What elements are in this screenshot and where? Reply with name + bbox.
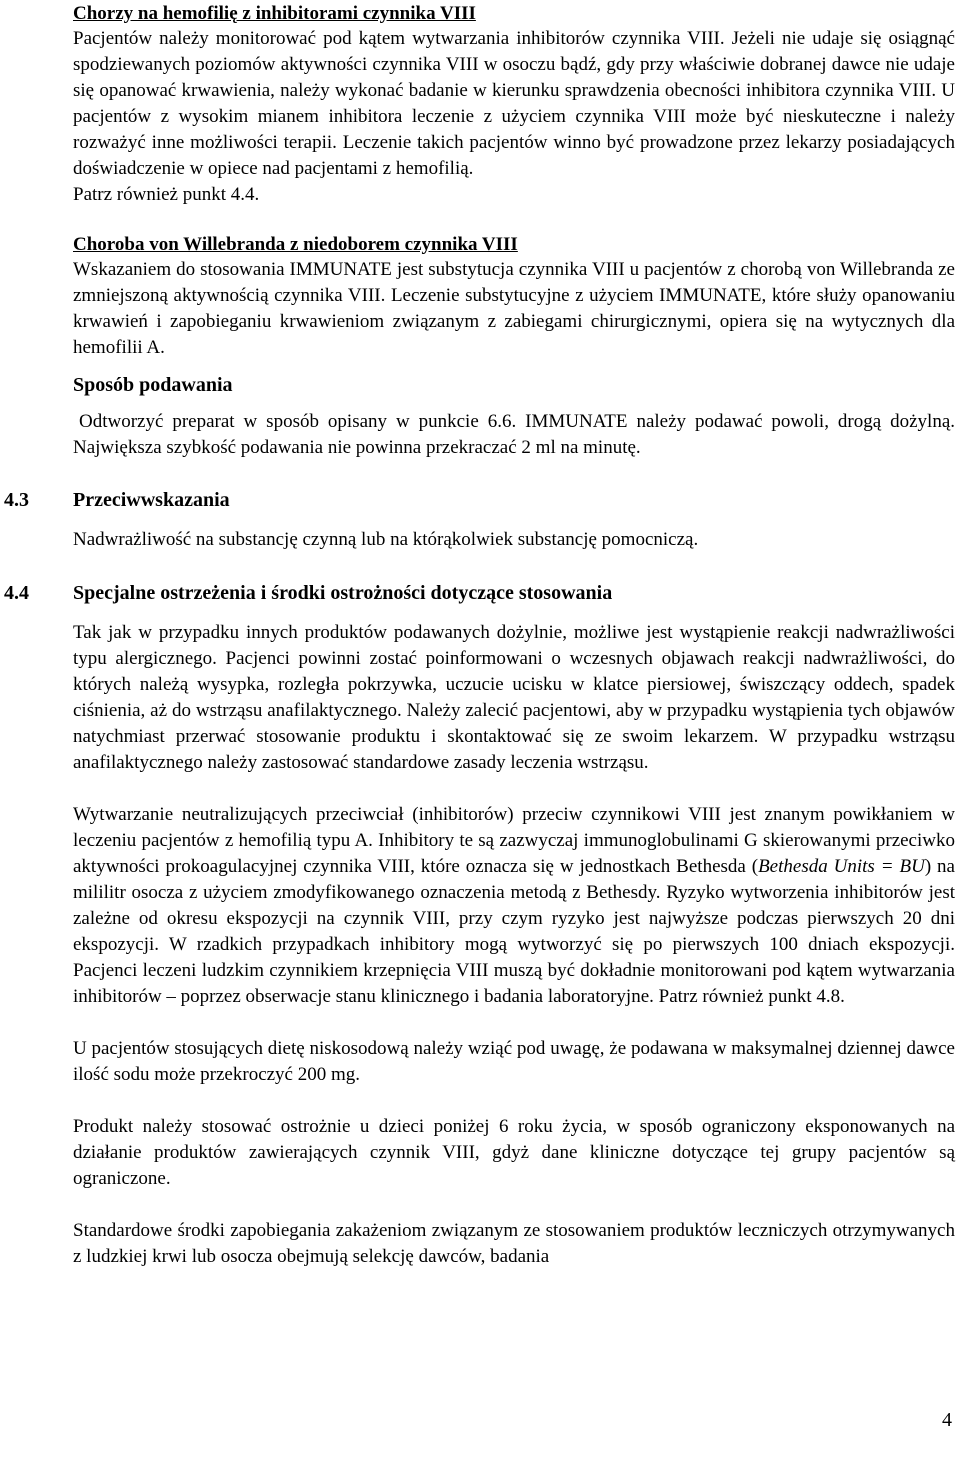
section-heading-administration: Sposób podawania bbox=[73, 374, 233, 396]
page-number: 4 bbox=[942, 1409, 952, 1431]
inhibitors-paragraph bbox=[73, 802, 955, 1010]
administration-paragraph: Odtworzyć preparat w sposób opisany w punkcie 6.6. IMMUNATE należy podawać powoli, drogą dożylną. Największa szybkość podawania nie powinna przekraczać 2 ml na minutę. bbox=[73, 411, 955, 458]
section-number: 4.3 bbox=[4, 489, 29, 511]
contraindications-paragraph: Nadwrażliwość na substancję czynną lub na którąkolwiek substancję pomocniczą. bbox=[73, 529, 699, 550]
section-number: 4.4 bbox=[4, 582, 29, 604]
sodium-diet-paragraph: U pacjentów stosujących dietę niskosodową należy wziąć pod uwagę, że podawana w maksymalnej dziennej dawce ilość sodu może przekroczyć 200 mg. bbox=[73, 1038, 955, 1085]
section-heading-von-willebrand: Choroba von Willebranda z niedoborem czynnika VIII bbox=[73, 234, 518, 255]
bethesda-units-term: Bethesda Units = BU bbox=[758, 856, 925, 877]
hemophilia-inhibitors-paragraph: Pacjentów należy monitorować pod kątem wytwarzania inhibitorów czynnika VIII. Jeżeli nie udaje się osiągnąć spodziewanych poziomów aktywności czynnika VIII w osoczu bądź, gdy przy właściwie dobranej dawce nie udaje się opanować krwawienia, należy wykonać badanie w kierunku sprawdzenia obecności inhibitora czynnika VIII. U pacjentów z wysokim mianem inhibitora leczenie z użyciem czynnika VIII może być nieskuteczne i należy rozważyć inne możliwości terapii. Leczenie takich pacjentów winno być prowadzone przez lekarzy posiadających doświadczenie w opiece nad pacjentami z hemofilią. bbox=[73, 28, 955, 179]
hypersensitivity-paragraph: Tak jak w przypadku innych produktów podawanych dożylnie, możliwe jest wystąpienie reakcji nadwrażliwości typu alergicznego. Pacjenci powinni zostać poinformowani o wczesnych objawach reakcji nadwrażliwości, do których należą wysypka, rozległa pokrzywka, uczucie ucisku w klatce piersiowej, świszczący oddech, spadek ciśnienia, aż do wstrząsu anafilaktycznego. Należy zalecić pacjentowi, aby w przypadku wystąpienia tych objawów natychmiast przerwać stosowanie produktu i skontaktować się ze swoim lekarzem. W przypadku wstrząsu anafilaktycznego należy zastosować standardowe zasady leczenia wstrząsu. bbox=[73, 622, 955, 773]
document-content bbox=[4, 2, 955, 1270]
section-4-3-heading bbox=[4, 487, 955, 513]
section-heading-hemophilia-inhibitors: Chorzy na hemofilię z inhibitorami czynnika VIII bbox=[73, 3, 476, 24]
section-4-4-heading bbox=[4, 580, 955, 606]
section-title: Przeciwwskazania bbox=[73, 489, 230, 511]
section-title: Specjalne ostrzeżenia i środki ostrożności dotyczące stosowania bbox=[73, 582, 613, 604]
inhibitors-text-b: ) na mililitr osocza z użyciem zmodyfikowanego oznaczenia metodą z Bethesdy. Ryzyko wytworzenia inhibitorów jest zależne od okresu ekspozycji na czynnik VIII, przy czym ryzyko jest najwyższe podczas pierwszych 20 dni ekspozycji. W rzadkich przypadkach inhibitory mogą wytworzyć się po pierwszych 100 dniach ekspozycji. Pacjenci leczeni ludzkim czynnikiem krzepnięcia VIII muszą być dokładnie monitorowani pod kątem wytwarzania inhibitorów – poprzez obserwacje stanu klinicznego i badania laboratoryjne. Patrz również punkt 4.8. bbox=[73, 856, 955, 1007]
von-willebrand-paragraph: Wskazaniem do stosowania IMMUNATE jest substytucja czynnika VIII u pacjentów z chorobą von Willebranda ze zmniejszoną aktywnością czynnika VIII. Leczenie substytucyjne z użyciem IMMUNATE, które służy opanowaniu krwawień i zapobieganiu krwawieniom związanym z zabiegami chirurgicznymi, opiera się na wytycznych dla hemofilii A. bbox=[73, 259, 955, 358]
inhibitors-text-a: Wytwarzanie neutralizujących przeciwciał (inhibitorów) przeciw czynnikowi VIII jest znanym powikłaniem w leczeniu pacjentów z hemofilią typu A. Inhibitory te są zazwyczaj immunoglobulinami G skierowanymi przeciwko aktywności prokoagulacyjnej czynnika VIII, które oznacza się w jednostkach Bethesda ( bbox=[73, 804, 955, 877]
infection-prevention-paragraph: Standardowe środki zapobiegania zakażeniom związanym ze stosowaniem produktów leczniczych otrzymywanych z ludzkiej krwi lub osocza obejmują selekcję dawców, badania bbox=[73, 1220, 955, 1267]
children-paragraph: Produkt należy stosować ostrożnie u dzieci poniżej 6 roku życia, w sposób ograniczony eksponowanych na działanie produktów zawierających czynnik VIII, gdyż dane kliniczne dotyczące tej grupy pacjentów są ograniczone. bbox=[73, 1116, 955, 1189]
see-also-4-4: Patrz również punkt 4.4. bbox=[73, 184, 260, 205]
